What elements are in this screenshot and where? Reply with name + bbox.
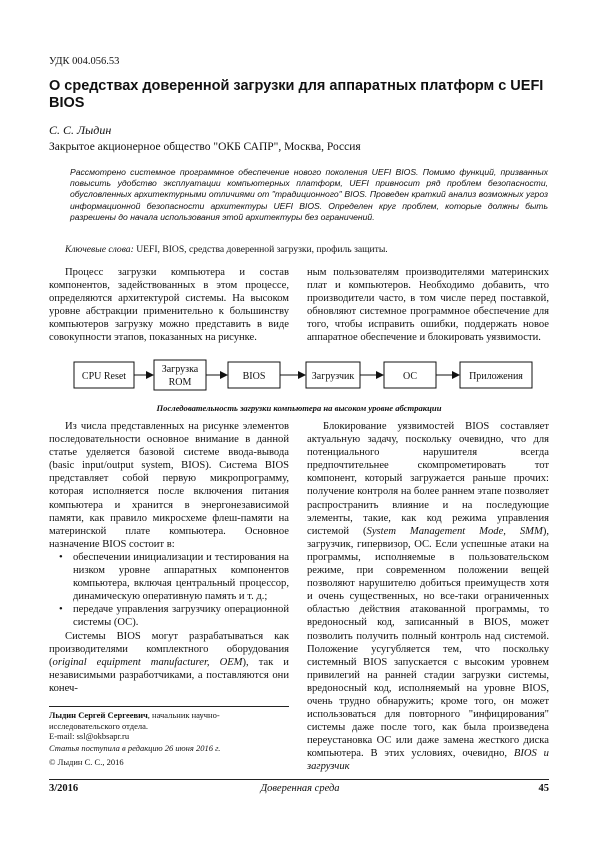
keywords-label: Ключевые слова: [65,244,134,255]
bio-role: , начальник научно-исследовательского отдела. [49,710,220,731]
diagram-label-os: ОС [402,371,418,382]
article-title: О средствах доверенной загрузки для аппаратных платформ с UEFI BIOS [49,78,544,111]
list-item: • передаче управления загрузчику операционной системы (ОС). [59,604,289,629]
diagram-label-apps: Приложения [469,371,523,382]
paragraph: ным пользователям производителями материнских плат и компьютеров. Необходимо добавить, что производители часто, в том числе перед поставкой, обновляют системное программное обеспечение для того, чтобы исправить ошибки, поддержать новое аппаратное обеспечение и блокировать уязвимости. [307,267,549,344]
author-affiliation: Закрытое акционерное общество "ОКБ САПР", Москва, Россия [49,141,361,153]
bullet-icon: • [59,604,63,616]
bullet-list [49,551,289,630]
paragraph: Блокирование уязвимостей BIOS составляет актуальную задачу, поскольку очевидно, что для потенциального нарушителя всегда предпочтительнее скомпрометировать тот компонент, который загружается раньше прочих: получение контроля на более раннем этапе позволяет распространить влияние и на последующие элементы, такие, как код режима управления системой (System Management Mode, SMM), загрузчик, гипервизор, ОС. Если успешные атаки на программы, исполняемые в пользовательском режиме, при современном положении вещей позволяют нарушителю добиться преимуществ хотя и очень существенных, но все-таки ограниченных областью действия атакованной программы, то вредоносный код, записанный в BIOS, может позволить получить полный контроль над системой. Положение усугубляется тем, что поскольку системный BIOS запускается с высоким уровнем привилегий на ранней стадии загрузки системы, вредоносный код, исполняемый на уровне BIOS, очень трудно обнаружить; кроме того, он может использоваться для повторного "инфицирования" системы даже после того, как была произведена переустановка ОС или даже замена жесткого диска компьютера. В этих условиях, очевидно, BIOS и загрузчик [307,421,549,773]
footnote-divider [49,706,289,707]
diagram-label-bios: BIOS [242,371,266,382]
column-2-top [307,266,549,345]
column-1-bottom [49,420,289,695]
column-2-bottom [307,420,549,774]
diagram-label-loader: Загрузчик [311,371,355,382]
bullet-icon: • [59,551,63,563]
received-date: Статья поступила в редакцию 26 июня 2016 г. [49,743,221,753]
bio-email: E-mail: ssl@okbsapr.ru [49,731,130,742]
paragraph: Процесс загрузки компьютера и состав компонентов, задействованных в этом процессе, определяются архитектурой системы. На высоком уровне абстракции применительно к большинству компьютеров загрузку можно представить в виде совокупности этапов, показанных на рисунке. [49,267,289,344]
abstract: Рассмотрено системное программное обеспечение нового поколения UEFI BIOS. Помимо функций, призванных повысить удобство эксплуатации компьютерных платформ, UEFI привносит ряд проблем безопасности, обусловленных архитектурными отличиями от "традиционного" BIOS. Проведен краткий анализ возможных угроз информационной безопасности архитектуры UEFI BIOS. Определен круг проблем, которые должны быть разрешены до начала использования этой архитектуры без ограничений. [70,167,548,222]
author-bio [49,710,289,742]
diagram-label-rom: Загрузка [161,364,199,375]
boot-sequence-diagram [73,357,543,393]
footer-journal: Доверенная среда [260,783,340,794]
footer-page-number: 45 [538,783,549,794]
footer-divider [49,779,549,780]
figure-caption: Последовательность загрузки компьютера на высоком уровне абстракции [156,403,442,413]
svg-text:Загрузка [162,364,199,375]
footer-issue: 3/2016 [49,783,79,794]
column-1-top [49,266,289,345]
svg-text:ROM [169,377,192,388]
copyright: © Лыдин С. С., 2016 [49,757,124,767]
diagram-label-rom-2: ROM [168,377,192,388]
udk-code: УДК 004.056.53 [49,56,120,67]
keywords-text: UEFI, BIOS, средства доверенной загрузки, профиль защиты. [136,244,388,255]
diagram-label-cpu-reset: CPU Reset [81,371,127,382]
keywords [65,244,545,255]
paragraph: Из числа представленных на рисунке элементов последовательности основное внимание в данной статье уделяется базовой системе ввода-вывода (basic input/output system, BIOS). Система BIOS представляет собой первую микропрограмму, которая исполняется после включения питания компьютера и хранится в энергонезависимой памяти, как правило микросхеме флеш-памяти на материнской плате компьютера. Основное назначение BIOS состоит в: [49,421,289,550]
list-item: • обеспечении инициализации и тестирования на низком уровне аппаратных компонентов компьютера, включая центральный процессор, динамическую оперативную память и т. д.; [59,551,289,603]
bio-name: Лыдин Сергей Сергеевич [49,710,148,720]
paragraph: Системы BIOS могут разрабатываться как производителями комплектного оборудования (original equipment manufacturer, OEM), так и независимыми разработчиками, а поставляются они конеч- [49,630,289,694]
author-name: С. С. Лыдин [49,123,112,137]
